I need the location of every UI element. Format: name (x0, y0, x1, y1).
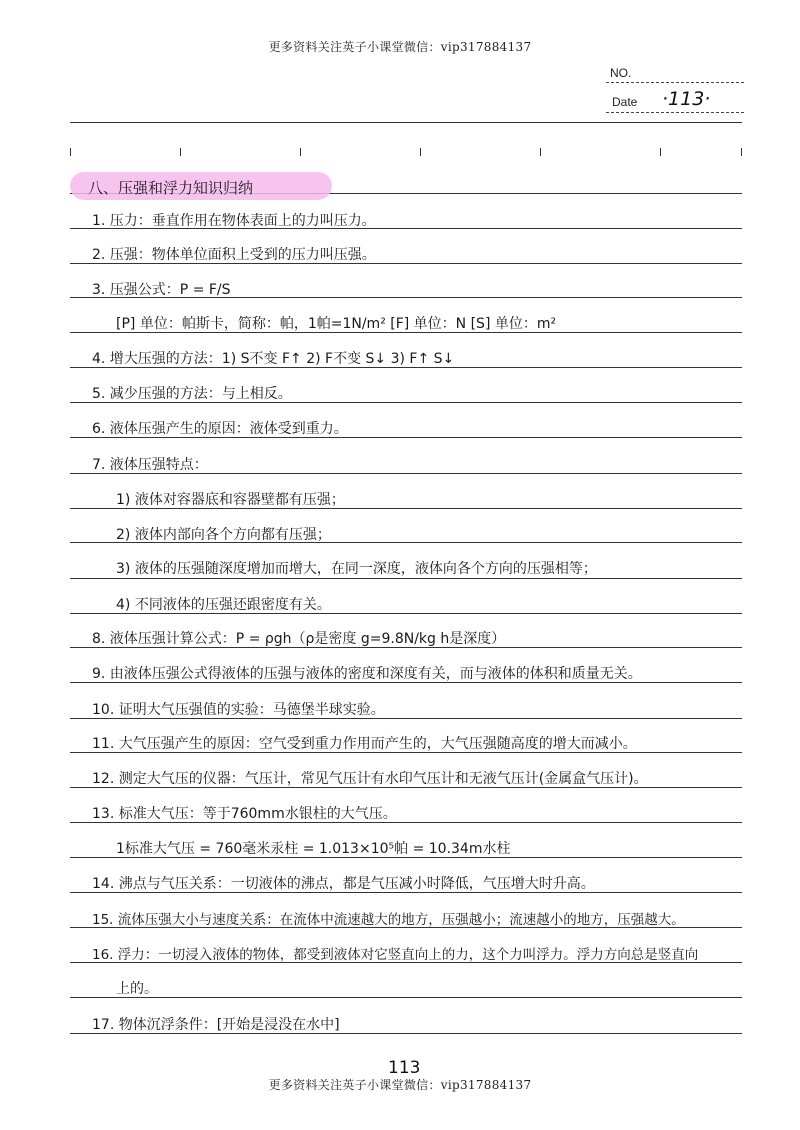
note-line-4: [P] 单位：帕斯卡，简称：帕，1帕=1N/m² [F] 单位：N [S] 单位：m² (116, 316, 557, 332)
note-line-15: 10. 证明大气压强值的实验：马德堡半球实验。 (92, 702, 385, 718)
note-line-23: 上的。 (116, 981, 158, 997)
note-line-21: 15. 流体压强大小与速度关系：在流体中流速越大的地方，压强越小；流速越小的地方，压强越大。 (92, 912, 685, 928)
section-heading: 八、压强和浮力知识归纳 (88, 179, 254, 197)
note-line-1: 1. 压力：垂直作用在物体表面上的力叫压力。 (92, 213, 376, 229)
note-line-2: 2. 压强：物体单位面积上受到的压力叫压强。 (92, 247, 376, 263)
note-line-8: 7. 液体压强特点： (92, 457, 208, 473)
note-line-5: 4. 增大压强的方法：1) S不变 F↑ 2) F不变 S↓ 3) F↑ S↓ (92, 351, 455, 367)
watermark-bottom: 更多资料关注英子小课堂微信：vip317884137 (268, 1078, 532, 1092)
note-line-11: 3) 液体的压强随深度增加而增大，在同一深度，液体向各个方向的压强相等； (116, 561, 597, 577)
note-line-6: 5. 减少压强的方法：与上相反。 (92, 386, 292, 402)
ruled-line (70, 997, 742, 998)
note-line-24: 17. 物体沉浮条件：[开始是浸没在水中] (92, 1017, 340, 1033)
note-line-7: 6. 液体压强产生的原因：液体受到重力。 (92, 421, 348, 437)
note-line-14: 9. 由液体压强公式得液体的压强与液体的密度和深度有关，而与液体的体积和质量无关。 (92, 666, 642, 682)
no-line (606, 82, 744, 83)
note-line-12: 4) 不同液体的压强还跟密度有关。 (116, 597, 331, 613)
note-line-17: 12. 测定大气压的仪器：气压计，常见气压计有水印气压计和无液气压计(金属盒气压计)。 (92, 771, 648, 787)
note-line-16: 11. 大气压强产生的原因：空气受到重力作用而产生的，大气压强随高度的增大而减小。 (92, 736, 637, 752)
note-line-9: 1) 液体对容器底和容器壁都有压强； (116, 492, 345, 508)
note-line-10: 2) 液体内部向各个方向都有压强； (116, 527, 331, 543)
date-value: ·113· (662, 88, 711, 110)
top-tick-row (70, 148, 742, 156)
no-label: NO. (610, 66, 632, 80)
watermark-top: 更多资料关注英子小课堂微信：vip317884137 (268, 40, 532, 54)
note-line-22: 16. 浮力：一切浸入液体的物体，都受到液体对它竖直向上的力，这个力叫浮力。浮力方向总是竖直向 (92, 947, 699, 963)
date-label: Date (612, 95, 638, 109)
date-line (606, 112, 744, 113)
note-line-3: 3. 压强公式：P = F/S (92, 282, 231, 298)
note-line-18: 13. 标准大气压：等于760mm水银柱的大气压。 (92, 806, 397, 822)
page-number: 113 (388, 1058, 421, 1078)
note-line-20: 14. 沸点与气压关系：一切液体的沸点，都是气压减小时降低，气压增大时升高。 (92, 876, 595, 892)
ruled-line (70, 578, 742, 579)
note-line-13: 8. 液体压强计算公式：P = ρgh（ρ是密度 g=9.8N/kg h是深度） (92, 631, 506, 647)
note-line-19: 1标准大气压 = 760毫米汞柱 = 1.013×10⁵帕 = 10.34m水柱 (116, 841, 511, 857)
ruled-line (70, 122, 742, 123)
